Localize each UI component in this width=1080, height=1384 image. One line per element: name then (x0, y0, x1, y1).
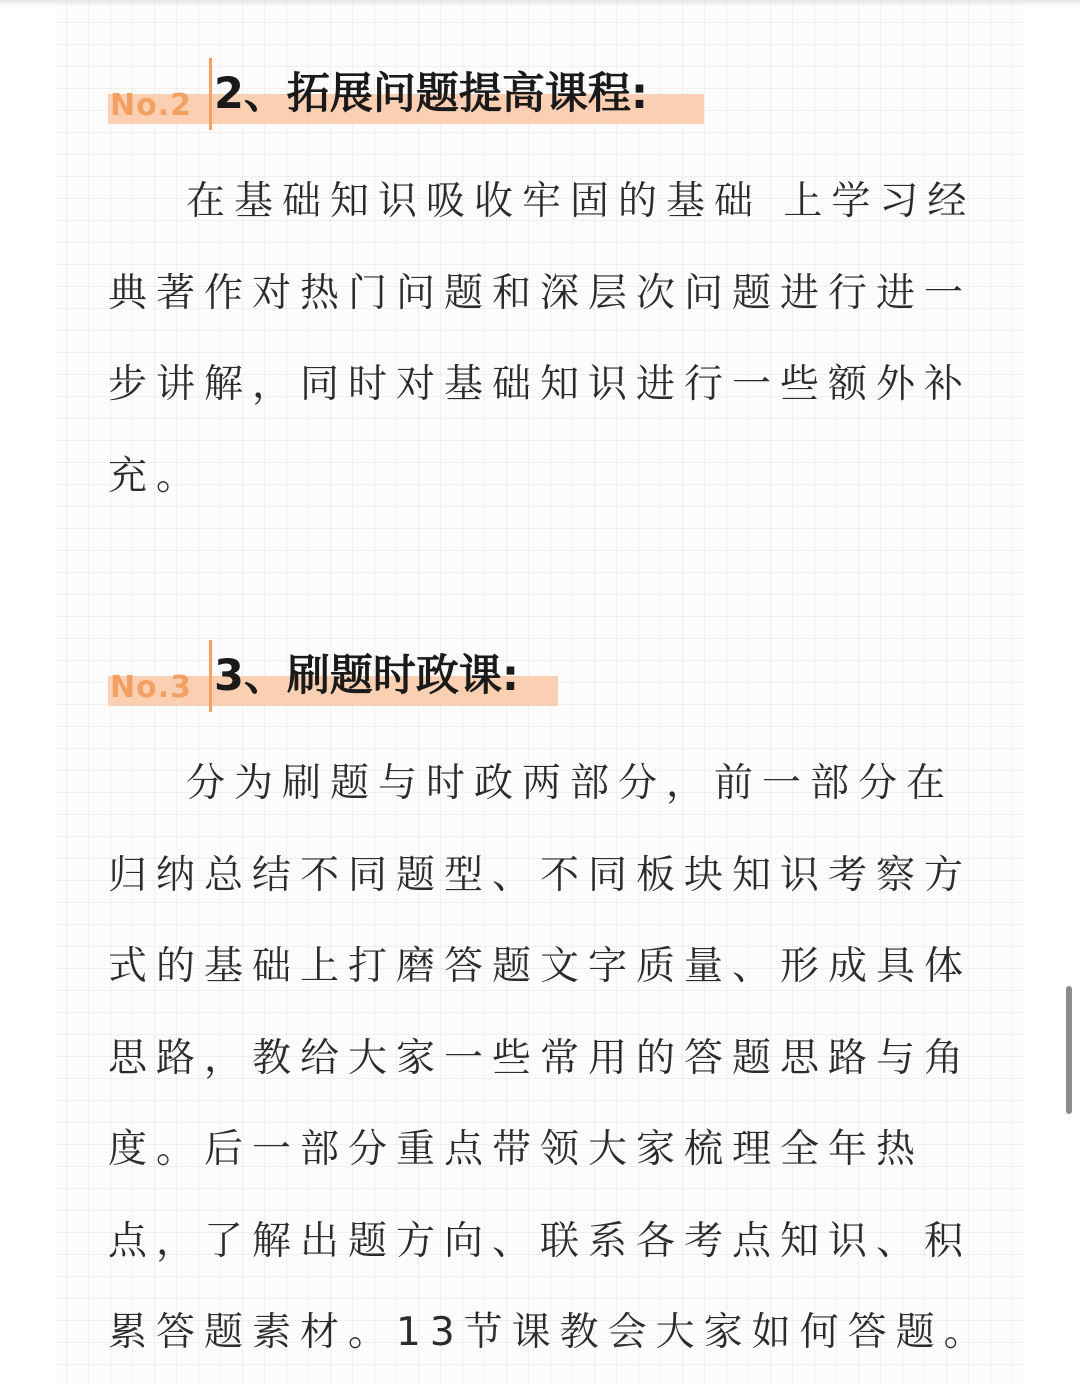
paragraph-line: 思路，教给大家一些常用的答题思路与角 (108, 1035, 973, 1081)
section-number: No.3 (110, 670, 192, 705)
heading-divider (209, 640, 212, 712)
paragraph-line: 充。 (108, 453, 205, 499)
section-paragraph-3 (108, 738, 992, 1379)
scrollbar[interactable] (1066, 986, 1072, 1114)
paragraph-line: 累答题素材。13节课教会大家如何答题。 (108, 1310, 992, 1355)
top-shadow (0, 0, 1080, 6)
section-title: 3、刷题时政课: (214, 651, 520, 701)
paragraph-line: 在基础知识吸收牢固的基础 上学习经 (186, 179, 976, 224)
left-margin (0, 0, 56, 1384)
paragraph-line: 式的基础上打磨答题文字质量、形成具体 (108, 944, 973, 989)
paragraph-line: 典著作对热门问题和深层次问题进行进一 (108, 270, 973, 316)
heading-divider (209, 58, 212, 130)
paragraph-line: 步讲解，同时对基础知识进行一些额外补 (108, 362, 973, 407)
paragraph-line: 归纳总结不同题型、不同板块知识考察方 (108, 852, 973, 898)
right-margin (1024, 0, 1080, 1384)
section-paragraph-2 (108, 156, 976, 522)
paragraph-line: 分为刷题与时政两部分，前一部分在 (186, 761, 955, 806)
section-title: 2、拓展问题提高课程: (214, 69, 649, 119)
section-number: No.2 (110, 88, 192, 123)
paragraph-line: 点，了解出题方向、联系各考点知识、积 (108, 1218, 973, 1264)
paragraph-line: 度。后一部分重点带领大家梳理全年热 (108, 1127, 925, 1172)
